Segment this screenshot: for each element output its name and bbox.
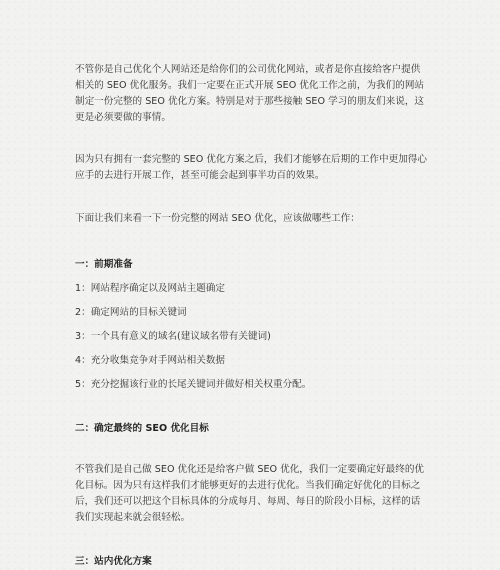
section1-heading: 一：前期准备 xyxy=(75,259,133,270)
list-item: 3：一个具有意义的域名(建议域名带有关键词) xyxy=(75,331,271,342)
reason-paragraph: 因为只有拥有一套完整的 SEO 优化方案之后，我们才能够在后期的工作中更加得心应手的去进行开展工作，甚至可能会起到事半功百的效果。 xyxy=(75,154,427,181)
section3-heading: 三：站内优化方案 xyxy=(75,556,152,567)
section2-body: 不管我们是自己做 SEO 优化还是给客户做 SEO 优化，我们一定要确定好最终的优化目标。因为只有这样我们才能够更好的去进行优化。当我们确定好优化的目标之后，我们还可以把这个目标具体的分成每月、每周、每日的阶段小目标，这样的话我们实现起来就会很轻松。 xyxy=(75,464,425,523)
overview-paragraph: 下面让我们来看一下一份完整的网站 SEO 优化，应该做哪些工作： xyxy=(75,213,360,224)
intro-paragraph: 不管你是自己优化个人网站还是给你们的公司优化网站，或者是你直接给客户提供相关的 SEO 优化服务。我们一定要在正式开展 SEO 优化工作之前，为我们的网站制定一份完整的 SEO 优化方案。特别是对于那些接触 SEO 学习的朋友们来说，这更是必须要做的事情。 xyxy=(75,64,425,123)
list-item: 2：确定网站的目标关键词 xyxy=(75,307,187,318)
list-item: 4：充分收集竞争对手网站相关数据 xyxy=(75,355,226,366)
list-item: 5：充分挖掘该行业的长尾关键词并做好相关权重分配。 xyxy=(75,379,312,390)
list-item: 1：网站程序确定以及网站主题确定 xyxy=(75,283,226,294)
section2-heading: 二：确定最终的 SEO 优化目标 xyxy=(75,423,209,434)
